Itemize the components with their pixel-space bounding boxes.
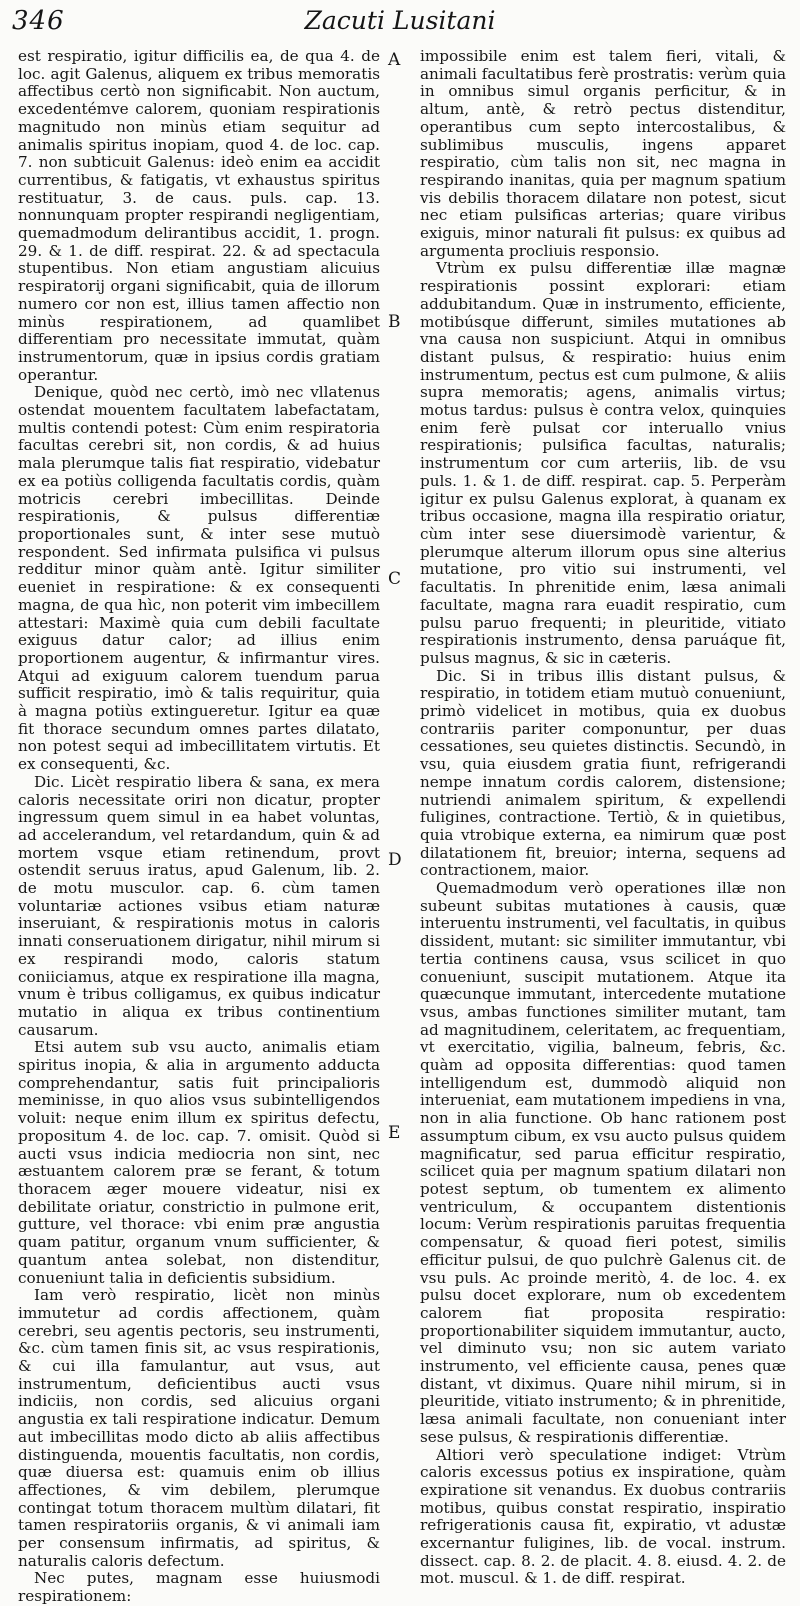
left-paragraph-3: Dic. Licèt respiratio libera & sana, ex mera caloris necessitate oriri non dicatur, propter ingressum quem simul in ea habet voluntas, ad accelerandum, vel retardandum, quin & ad mortem vsque etiam retinendum, provt ostendit seruus iratus, apud Galenum, lib. 2. de motu musculor. cap. 6. cùm tamen voluntariæ actiones vsibus etiam naturæ inseruiant, & respirationis motus in caloris innati conseruationem dirigatur, nihil mirum si ex respirandi modo, caloris statum coniiciamus, atque ex respiratione illa magna, vnum è tribus colligamus, ex quibus indicatur mutatio in aliqua ex tribus continentium causarum.	[18, 772, 380, 1039]
right-paragraph-2: Vtrùm ex pulsu differentiæ illæ magnæ respirationis possint explorari: etiam addubitandum. Quæ in instrumento, efficiente, motibúsque differunt, similes mutationes ab vna causa non suspiciunt. Atqui in omnibus distant pulsus, & respiratio: huius enim instrumentum, pectus est cum pulmone, & aliis supra memoratis; agens, animalis virtus; motus tardus: pulsus è contra velox, quinquies enim ferè pulsat cor interuallo vnius respirationis; pulsifica facultas, naturalis; instrumentum cor cum arteriis, lib. de vsu puls. 1. & 1. de diff. respirat. cap. 5. Perperàm igitur ex pulsu Galenus explorat, à quanam ex tribus occasione, magna illa respiratio oriatur, cùm inter sese diuersimodè varientur, & plerumque alterum illorum opus sine alterius mutatione, pro vitio sui instrumenti, vel facultatis. In phrenitide enim, læsa animali facultate, magna rara euadit respiratio, cum pulsu paruo frequenti; in pleuritide, vitiato respirationis instrumento, densa paruáque fit, pulsus magnus, & sic in cæteris.	[420, 259, 786, 667]
right-paragraph-3: Dic. Si in tribus illis distant pulsus, & respiratio, in totidem etiam mutuò conueniunt, primò videlicet in motibus, quia ex duobus contrariis pariter componuntur, per duas cessationes, seu quietes distinctis. Secundò, in vsu, quia eiusdem gratia fiunt, refrigerandi nempe innatum cordis calorem, distensione; nutriendi animalem spiritum, & expellendi fuligines, contractione. Tertiò, & in quietibus, quia vtrobique externa, ea nimirum quæ post dilatationem fit, breuior; interna, sequens ad contractionem, maior.	[420, 666, 786, 880]
margin-letter-b: B	[388, 312, 401, 332]
left-paragraph-6: Nec putes, magnam esse huiusmodi respirationem:	[18, 1569, 380, 1606]
left-paragraph-4: Etsi autem sub vsu aucto, animalis etiam spiritus inopia, & alia in argumento adducta comprehendantur, satis fuit principalioris meminisse, in quo alios vsus subintelligendos voluit: neque enim illum ex spiritus defectu, propositum 4. de loc. cap. 7. omisit. Quòd si aucti vsus indicia mediocria non sint, nec æstuantem calorem præ se ferant, & totum thoracem æger mouere videatur, nisi ex debilitate oriatur, constrictio in pulmone erit, gutture, vel thorace: vbi enim præ angustia quam patitur, organum vnum sufficienter, & quantum antea solebat, non distenditur, conueniunt talia in deficientis subsidium.	[18, 1038, 380, 1287]
right-paragraph-1: impossibile enim est talem fieri, vitali, & animali facultatibus ferè prostratis: verùm quia in omnibus simul organis perficitur, & in altum, antè, & retrò pectus distenditur, operantibus cum septo intercostalibus, & sublimibus musculis, ingens apparet respiratio, cùm talis non sit, nec magna in respirando inanitas, quia per magnum spatium vis debilis thoracem dilatare non potest, sicut nec etiam pulsificas arterias; quare viribus exiguis, minor naturali fit pulsus: ex quibus ad argumenta procliuis responsio.	[420, 47, 786, 260]
margin-letter-c: C	[388, 569, 402, 589]
margin-letter-e: E	[388, 1123, 401, 1143]
margin-letter-d: D	[388, 850, 402, 870]
right-paragraph-4: Quemadmodum verò operationes illæ non subeunt subitas mutationes à causis, quæ interuentu instrumenti, vel facultatis, in quibus dissident, mutant: sic similiter immutantur, vbi tertia continens causa, vsus scilicet in quo conueniunt, suscipit mutationem. Atque ita quæcunque immutant, intercedente mutatione vsus, ambas functiones similiter mutant, tam ad magnitudinem, celeritatem, ac frequentiam, vt exercitatio, vigilia, balneum, febris, &c. quàm ad opposita differentias: quod tamen intelligendum est, dummodò aliquid non interueniat, eam mutationem impediens in vna, non in alia functione. Ob hanc rationem post assumptum cibum, ex vsu aucto pulsus quidem magnificatur, sed parua efficitur respiratio, scilicet quia per magnum spatium dilatari non potest septum, ob tumentem ex alimento ventriculum, & occupantem distentionis locum: Verùm respirationis paruitas frequentia compensatur, & quoad fieri potest, similis efficitur pulsui, de quo pulchrè Galenus cit. de vsu puls. Ac proinde meritò, 4. de loc. 4. ex pulsu docet explorare, num ob excedentem calorem fiat proposita respiratio: proportionabiliter siquidem immutantur, aucto, vel diminuto vsu; non sic autem variato instrumento, vel efficiente causa, penes quæ distant, vt diximus. Quare nihil mirum, si in pleuritide, vitiato instrumento; & in phrenitide, læsa animali facultate, non conueniant inter sese pulsus, & respirationis differentiæ.	[420, 879, 786, 1446]
right-column	[420, 48, 786, 1588]
left-column	[18, 48, 380, 1606]
right-paragraph-5: Altiori verò speculatione indiget: Vtrùm caloris excessus potius ex inspiratione, quàm expiratione sit venandus. Ex duobus contrariis motibus, quibus constat respiratio, inspiratio refrigerationis causa fit, expiratio, vt adustæ excernantur fuligines, lib. de vocal. instrum. dissect. cap. 8. 2. de placit. 4. 8. eiusd. 4. 2. de mot. muscul. & 1. de diff. respirat.	[420, 1445, 786, 1588]
left-paragraph-2: Denique, quòd nec certò, imò nec vllatenus ostendat mouentem facultatem labefactatam, multis contendi potest: Cùm enim respiratoria facultas cerebri sit, non cordis, & ad huius mala plerumque talis fiat respiratio, videbatur ex ea potiùs colligenda facultatis cordis, quàm motricis cerebri imbecillitas. Deinde respirationis, & pulsus differentiæ proportionales sunt, & inter sese mutuò respondent. Sed infirmata pulsifica vi pulsus redditur minor quàm antè. Igitur similiter eueniet in respiratione: & ex consequenti magna, de qua hìc, non poterit vim imbecillem attestari: Maximè quia cum debili facultate exiguus datur calor; ad illius enim proportionem augentur, & infirmantur vires. Atqui ad exiguum calorem tuendum parua sufficit respiratio, imò & talis requiritur, quia à magna potiùs extingueretur. Igitur ea quæ fit thorace secundum omnes partes dilatato, non potest sequi ad imbecillitatem virtutis. Et ex consequenti, &c.	[18, 383, 380, 774]
running-title: Zacuti Lusitani	[304, 6, 496, 35]
left-paragraph-1: est respiratio, igitur difficilis ea, de qua 4. de loc. agit Galenus, aliquem ex tribus memoratis affectibus certò non significabit. Non auctum, excedentémve calorem, quoniam respirationis magnitudo non minùs etiam sequitur ad animalis spiritus inopiam, quod 4. de loc. cap. 7. non subticuit Galenus: ideò enim ea accidit currentibus, & fatigatis, vt exhaustus spiritus restituatur, 3. de caus. puls. cap. 13. nonnunquam propter respirandi negligentiam, quemadmodum delirantibus accidit, 1. progn. 29. & 1. de diff. respirat. 22. & ad spectacula stupentibus. Non etiam angustiam alicuius respiratorij organi significabit, quia de illorum numero cor non est, illius tamen affectio non minùs respirationem, ad quamlibet differentiam pro necessitate immutat, quàm instrumentorum, quæ in ipsius cordis gratiam operantur.	[18, 47, 380, 384]
left-paragraph-5: Iam verò respiratio, licèt non minùs immutetur ad cordis affectionem, quàm cerebri, seu agentis pectoris, seu instrumenti, &c. cùm tamen finis sit, ac vsus respirationis, & cui illa famulantur, aut vsus, aut instrumentum, deficientibus aucti vsus indiciis, non cordis, sed alicuius organi angustia ex tali respiratione indicatur. Demum aut imbecillitas modo dicto ab aliis affectibus distinguenda, mouentis facultatis, non cordis, quæ diuersa est: quamuis enim ob illius affectiones, & vim debilem, plerumque contingat totum thoracem multùm dilatari, fit tamen respiratoriis organis, & vi animali iam per consensum infirmatis, ad spiritus, & naturalis caloris defectum.	[18, 1286, 380, 1570]
margin-letter-a: A	[388, 50, 401, 70]
page-number: 346	[12, 6, 65, 36]
page-header	[0, 6, 800, 36]
